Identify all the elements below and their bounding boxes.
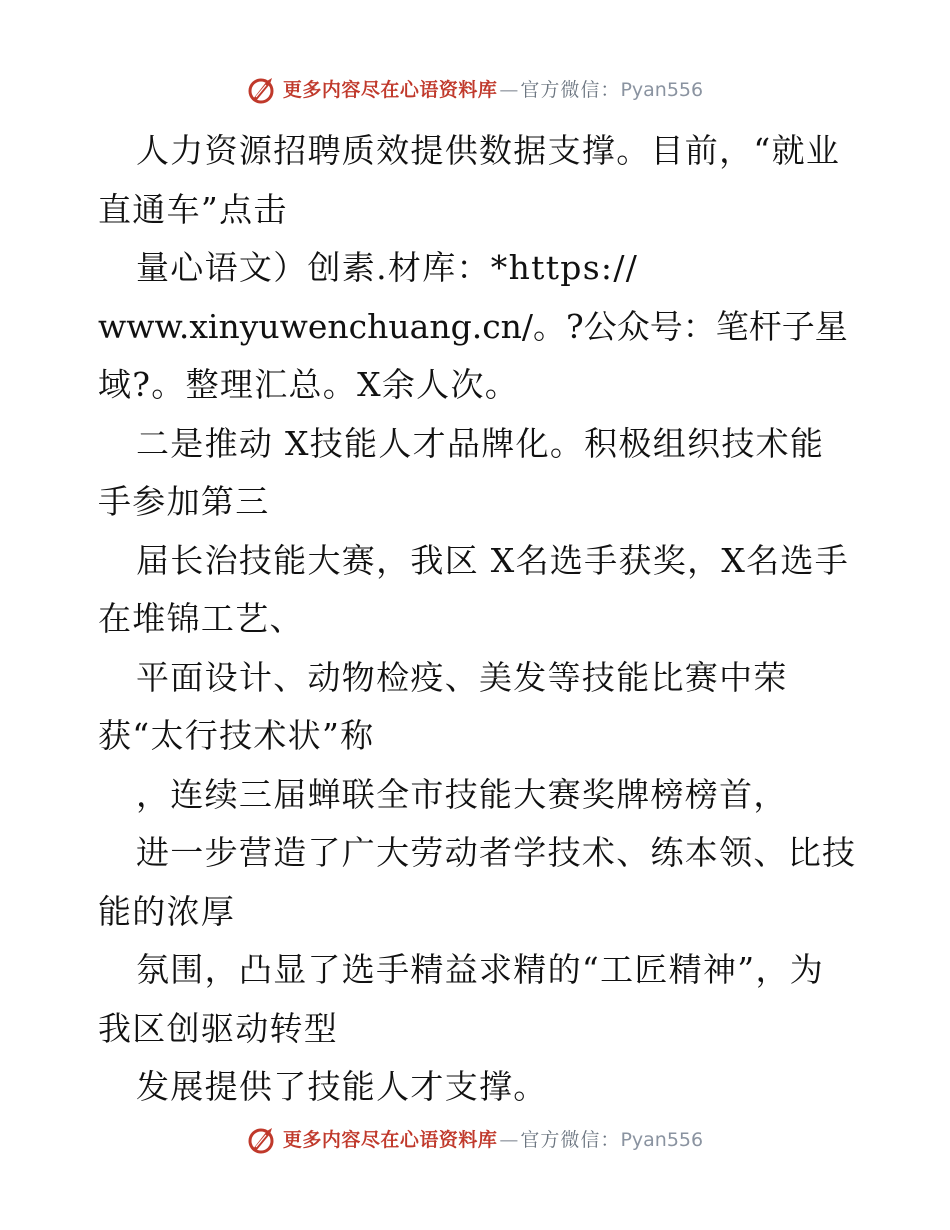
official-wechat-label: 官方微信：: [520, 78, 621, 101]
footer-banner: [0, 1120, 950, 1160]
body-line-12: ，连续三届蝉联全市技能大赛奖牌榜榜首，: [136, 774, 788, 814]
site-promo-text: 更多内容尽在心语资料库: [282, 1128, 498, 1151]
body-line-16: 我区创驱动转型: [98, 1008, 339, 1048]
body-line-7: 手参加第三: [98, 482, 270, 521]
document-body: [98, 122, 858, 1117]
header-banner: [0, 70, 950, 110]
body-line-11: 获“太行技术状”称: [98, 716, 375, 755]
body-line-3: 量心语文）创素.材库：*https://: [136, 248, 639, 287]
body-line-15: 氛围，凸显了选手精益求精的“工匠精神”，为: [136, 950, 825, 989]
site-promo-text: 更多内容尽在心语资料库: [282, 78, 498, 101]
body-line-6: 二是推动 X技能人才品牌化。积极组织技术能: [136, 423, 825, 463]
body-line-8: 届长治技能大赛，我区 X名选手获奖，X名选手: [136, 540, 850, 580]
body-line-5: 域?。整理汇总。X余人次。: [98, 365, 520, 404]
body-line-10: 平面设计、动物检疫、美发等技能比赛中荣: [136, 657, 788, 697]
official-wechat-label: 官方微信：: [520, 1128, 621, 1151]
quill-logo-icon: [247, 75, 277, 105]
body-line-17: 发展提供了技能人才支撑。: [136, 1067, 548, 1106]
wechat-account: Pyan556: [620, 78, 704, 101]
body-line-1: 人力资源招聘质效提供数据支撑。目前，“就业: [136, 131, 841, 170]
body-line-9: 在堆锦工艺、: [98, 599, 304, 638]
separator-dash: —: [499, 78, 519, 101]
body-line-14: 能的浓厚: [98, 891, 236, 931]
quill-logo-icon: [247, 1125, 277, 1155]
body-line-4: www.xinyuwenchuang.cn/。?公众号：笔杆子星: [98, 306, 848, 346]
body-line-13: 进一步营造了广大劳动者学技术、练本领、比技: [136, 833, 857, 872]
separator-dash: —: [499, 1128, 519, 1151]
wechat-account: Pyan556: [620, 1128, 704, 1151]
body-line-2: 直通车”点击: [98, 189, 288, 229]
